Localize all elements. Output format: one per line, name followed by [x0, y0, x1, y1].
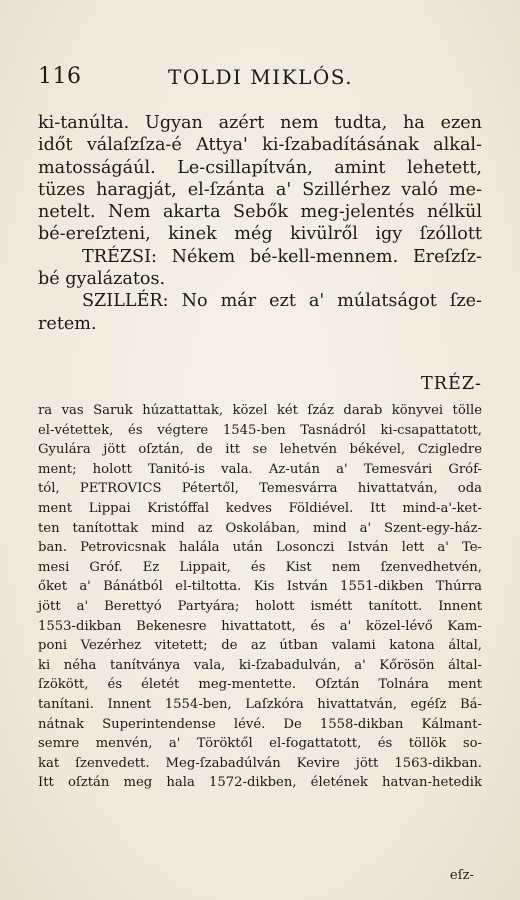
footnote-line: jött a' Berettyó Partyára; holott ismétt tanított. Innent — [38, 598, 482, 614]
footnote-line: mesi Gróf. Ez Lippait, és Kist nem ſzenvedhetvén, — [38, 559, 482, 575]
footnote-line: ban. Petrovicsnak halála után Losonczi István lett a' Te- — [38, 540, 482, 556]
main-text-line: retem. — [38, 313, 97, 334]
main-text-line: ki-tanúlta. Ugyan azért nem tudta, ha ezen — [38, 113, 482, 133]
main-text-line: tüzes haragját, el-ſzánta a' Szillérhez való me- — [38, 179, 482, 200]
footnote-line: ra vas Saruk húzattattak, közel két ſzáz darab könyvei tölle — [38, 403, 482, 418]
footnote-line: ten tanítottak mind az Oskolában, mind a' Szent-egy-ház- — [38, 520, 482, 536]
main-text-line: netelt. Nem akarta Sebők meg-jelentés nélkül — [38, 202, 482, 223]
running-title: TOLDI MIKLÓS. — [168, 65, 354, 89]
footnote-line: 1553-dikban Bekenesre hivattatott, és a' közel-lévő Kam- — [38, 618, 482, 634]
page-number: 116 — [38, 64, 82, 89]
footnote-line: el-vétettek, és végtere 1545-ben Tasnádról ki-csapattatott, — [38, 422, 482, 438]
main-text-line: időt válaſzſza-é Attya' ki-ſzabadításának alkal- — [38, 135, 482, 156]
footnote-line: semre menvén, a' Töröktől el-fogattatott, és töllök so- — [38, 736, 482, 752]
footnote-line: Itt oſztán meg hala 1572-dikben, életének hatvan-hetedik — [38, 775, 482, 791]
footnote-line: ſzökött, és életét meg-mentette. Oſztán Tolnára ment — [38, 677, 482, 693]
footnote-line: nátnak Superintendense lévé. De 1558-dikban Kálmant- — [38, 716, 482, 732]
dialogue-line-trezsi: TRÉZSI: Nékem bé-kell-mennem. Ereſzſz- — [82, 246, 482, 267]
catchword-top: TRÉZ- — [421, 374, 482, 394]
main-text-line: bé-ereſzteni, kinek még kivülről igy ſzóllott — [38, 224, 482, 245]
footnote-line: kat ſzenvedett. Meg-ſzabadúlván Kevire jött 1563-dikban. — [38, 755, 482, 771]
dialogue-line-sziller: SZILLÉR: No már ezt a' múlatságot ſze- — [82, 291, 482, 312]
footnote-block — [38, 401, 482, 793]
footnote-line: őket a' Bánátból el-tiltotta. Kis István 1551-dikben Thúrra — [38, 579, 482, 595]
main-text-line: matosságáúl. Le-csillapítván, amint lehetett, — [38, 157, 482, 178]
main-text-line: bé gyalázatos. — [38, 269, 166, 290]
catchword-bottom: eſz- — [449, 868, 474, 883]
footnote-line: tól, PETROVICS Pétertől, Temesvárra hivattatván, oda — [38, 481, 482, 497]
footnote-line: tanítani. Innent 1554-ben, Laſzkóra hivattatván, egéſz Bá- — [38, 696, 482, 712]
footnote-line: ki néha tanítványa vala, ki-ſzabadulván, a' Kőrösön által- — [38, 657, 482, 673]
footnote-line: poni Vezérhez vitetett; de az útban valami katona által, — [38, 638, 482, 654]
page-header — [38, 64, 478, 94]
footnote-line: Gyulára jött oſztán, de itt se lehetvén békével, Czigledre — [38, 442, 482, 458]
footnote-line: ment Lippai Kristóffal kedves Földiével. Itt mind-a'-ket- — [38, 500, 482, 516]
footnote-line: ment; holott Tanitó-is vala. Az-után a' Temesvári Gróf- — [38, 461, 482, 477]
main-text-block — [38, 112, 482, 335]
